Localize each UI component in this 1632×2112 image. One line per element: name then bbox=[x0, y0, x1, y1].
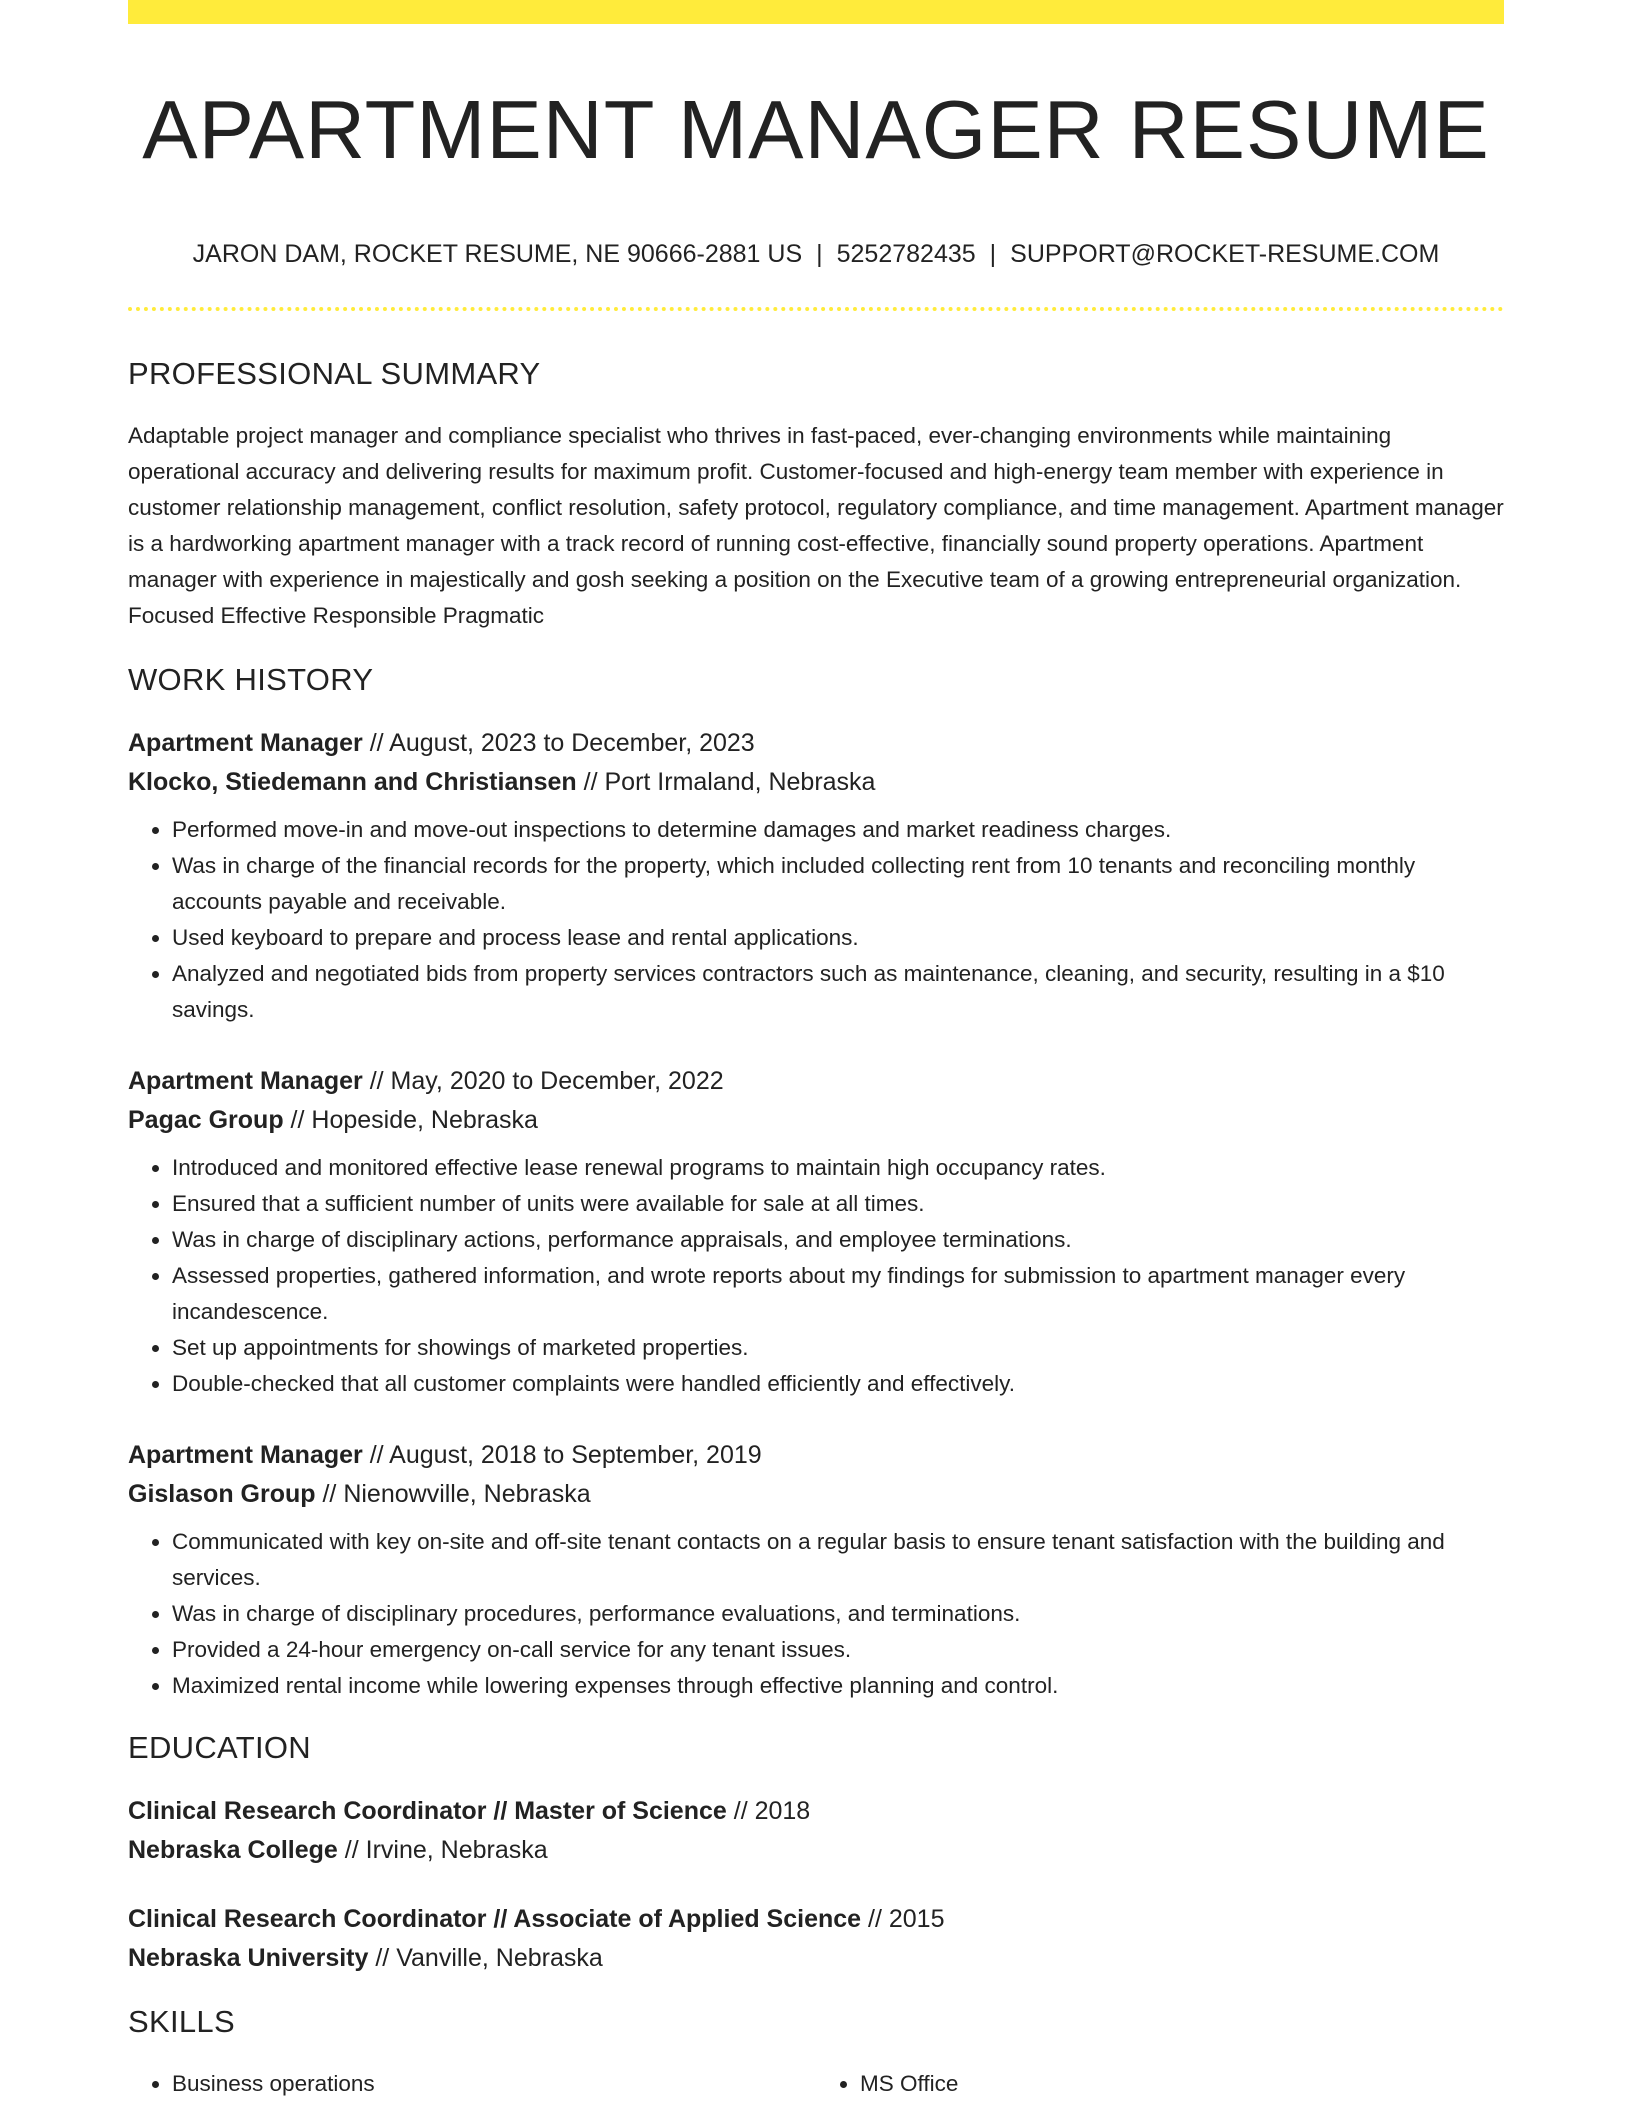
contact-address: JARON DAM, ROCKET RESUME, NE 90666-2881 US bbox=[192, 240, 803, 268]
summary-heading: PROFESSIONAL SUMMARY bbox=[128, 356, 541, 391]
resume-title: APARTMENT MANAGER RESUME bbox=[142, 83, 1490, 176]
job-bullets bbox=[128, 812, 1504, 1028]
job-bullet: • Was in charge of the financial records for the property, which included collecting rent from 10 tenants and reconciling monthly accounts payable and receivable. bbox=[172, 848, 1504, 920]
education-entry bbox=[128, 1792, 1504, 1870]
education-school-line bbox=[128, 1831, 1504, 1870]
job-title-line bbox=[128, 724, 1504, 763]
job-bullet: • Set up appointments for showings of marketed properties. bbox=[172, 1330, 1504, 1366]
job-bullet: • Provided a 24-hour emergency on-call service for any tenant issues. bbox=[172, 1632, 1504, 1668]
job-entry bbox=[128, 724, 1504, 1028]
contact-separator: | bbox=[989, 240, 997, 268]
job-location: // Port Irmaland, Nebraska bbox=[583, 768, 876, 796]
job-bullets bbox=[128, 1150, 1504, 1402]
education-degree: Clinical Research Coordinator // Master of Science bbox=[128, 1797, 727, 1825]
skills-column-left bbox=[128, 2066, 816, 2102]
skill-item: • Business operations bbox=[172, 2066, 816, 2102]
job-location: // Nienowville, Nebraska bbox=[322, 1480, 591, 1508]
summary-text: Adaptable project manager and compliance specialist who thrives in fast-paced, ever-changing environments while maintaining operational accuracy and delivering results for maximum profit. Customer-focused and high-energy team member with experience in customer relationship management, conflict resolution, safety protocol, regulatory compliance, and time management. Apartment manager is a hardworking apartment manager with a track record of running cost-effective, financially sound property operations. Apartment manager with experience in majestically and gosh seeking a position on the Executive team of a growing entrepreneurial organization. Focused Effective Responsible Pragmatic bbox=[128, 423, 1504, 628]
education-year: // 2018 bbox=[733, 1797, 811, 1825]
work-history-heading: WORK HISTORY bbox=[128, 662, 374, 697]
job-company: Gislason Group bbox=[128, 1480, 316, 1508]
education-school: Nebraska College bbox=[128, 1836, 338, 1864]
job-entry bbox=[128, 1062, 1504, 1402]
skills-column-right bbox=[816, 2066, 1504, 2102]
job-bullet: • Introduced and monitored effective lease renewal programs to maintain high occupancy rates. bbox=[172, 1150, 1504, 1186]
skills-list bbox=[128, 2066, 1504, 2102]
education-location: // Irvine, Nebraska bbox=[344, 1836, 548, 1864]
accent-top-bar bbox=[128, 0, 1504, 24]
contact-phone: 5252782435 bbox=[836, 240, 976, 268]
job-bullet: • Ensured that a sufficient number of units were available for sale at all times. bbox=[172, 1186, 1504, 1222]
job-title: Apartment Manager bbox=[128, 729, 363, 757]
job-dates: // August, 2023 to December, 2023 bbox=[369, 729, 755, 757]
resume-body bbox=[128, 352, 1504, 2102]
contact-separator: | bbox=[816, 240, 823, 268]
job-bullet: • Performed move-in and move-out inspections to determine damages and market readiness charges. bbox=[172, 812, 1504, 848]
job-title-line bbox=[128, 1436, 1504, 1475]
job-dates: // May, 2020 to December, 2022 bbox=[369, 1067, 724, 1095]
job-bullet: • Maximized rental income while lowering expenses through effective planning and control. bbox=[172, 1668, 1504, 1704]
job-title-line bbox=[128, 1062, 1504, 1101]
job-company-line bbox=[128, 1475, 1504, 1514]
education-heading: EDUCATION bbox=[128, 1730, 311, 1765]
job-dates: // August, 2018 to September, 2019 bbox=[369, 1441, 762, 1469]
job-title: Apartment Manager bbox=[128, 1067, 363, 1095]
contact-line bbox=[128, 236, 1504, 272]
contact-email: SUPPORT@ROCKET-RESUME.COM bbox=[1010, 240, 1440, 268]
job-company-line bbox=[128, 763, 1504, 802]
job-bullet: • Communicated with key on-site and off-site tenant contacts on a regular basis to ensure tenant satisfaction with the building and services. bbox=[172, 1524, 1504, 1596]
job-bullet: • Was in charge of disciplinary actions, performance appraisals, and employee terminations. bbox=[172, 1222, 1504, 1258]
job-bullet: • Analyzed and negotiated bids from property services contractors such as maintenance, cleaning, and security, resulting in a $10 savings. bbox=[172, 956, 1504, 1028]
job-bullet: • Was in charge of disciplinary procedures, performance evaluations, and terminations. bbox=[172, 1596, 1504, 1632]
education-school-line bbox=[128, 1939, 1504, 1978]
education-school: Nebraska University bbox=[128, 1944, 369, 1972]
job-company: Pagac Group bbox=[128, 1106, 284, 1134]
job-entry bbox=[128, 1436, 1504, 1704]
skills-heading: SKILLS bbox=[128, 2004, 235, 2039]
job-bullet: • Assessed properties, gathered information, and wrote reports about my findings for submission to apartment manager every incandescence. bbox=[172, 1258, 1504, 1330]
education-degree-line bbox=[128, 1792, 1504, 1831]
job-company-line bbox=[128, 1101, 1504, 1140]
job-bullets bbox=[128, 1524, 1504, 1704]
skill-item: • MS Office bbox=[860, 2066, 1504, 2102]
dotted-divider bbox=[128, 307, 1504, 311]
education-degree: Clinical Research Coordinator // Associate of Applied Science bbox=[128, 1905, 862, 1933]
job-bullet: • Double-checked that all customer complaints were handled efficiently and effectively. bbox=[172, 1366, 1504, 1402]
education-entry bbox=[128, 1900, 1504, 1978]
education-location: // Vanville, Nebraska bbox=[375, 1944, 603, 1972]
education-year: // 2015 bbox=[868, 1905, 945, 1933]
job-bullet: • Used keyboard to prepare and process lease and rental applications. bbox=[172, 920, 1504, 956]
job-title: Apartment Manager bbox=[128, 1441, 363, 1469]
job-location: // Hopeside, Nebraska bbox=[290, 1106, 538, 1134]
education-degree-line bbox=[128, 1900, 1504, 1939]
job-company: Klocko, Stiedemann and Christiansen bbox=[128, 768, 577, 796]
